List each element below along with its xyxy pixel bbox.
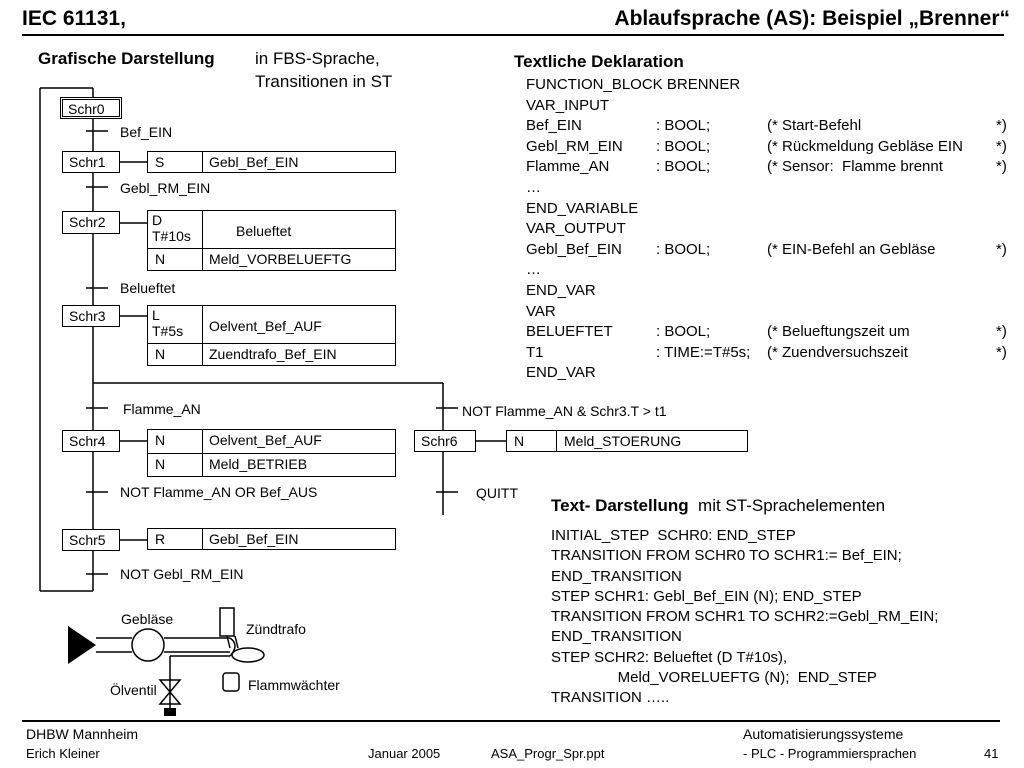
decl-cell: *) [996, 137, 1007, 155]
decl-cell: END_VAR [526, 364, 596, 382]
transition-bef-ein: Bef_EIN [120, 124, 173, 140]
decl-cell: (* Belueftungszeit um [767, 323, 910, 341]
footer-institution: DHBW Mannheim [26, 726, 139, 742]
decl-cell: *) [996, 323, 1007, 341]
decl-row [526, 260, 1016, 281]
st-line: TRANSITION FROM SCHR0 TO SCHR1:= Bef_EIN; [551, 547, 902, 565]
fan-icon [132, 629, 164, 661]
action-block-schr1: S Gebl_Bef_EIN [147, 151, 396, 173]
label-flammwaechter: Flammwächter [248, 677, 340, 693]
st-title: Text- Darstellung mit ST-Sprachelementen [551, 496, 886, 515]
decl-cell: END_VAR [526, 281, 596, 299]
igniter-icon [220, 608, 234, 636]
step-schr0[interactable]: Schr0 [60, 97, 122, 119]
graphic-subtitle-1: in FBS-Sprache, [255, 49, 380, 68]
decl-cell: *) [996, 158, 1007, 176]
decl-cell: END_VARIABLE [526, 199, 639, 217]
decl-row [526, 157, 1016, 178]
st-line: END_TRANSITION [551, 628, 682, 646]
decl-cell: : BOOL; [656, 158, 711, 176]
transition-not-flamme-an-or-bef-aus: NOT Flamme_AN OR Bef_AUS [120, 484, 318, 500]
slide-title: Ablaufsprache (AS): Beispiel „Brenner“ [614, 7, 1010, 30]
action-block-schr5: R Gebl_Bef_EIN [147, 528, 396, 550]
decl-cell: *) [996, 117, 1007, 135]
decl-cell: Bef_EIN [526, 117, 582, 135]
st-line: TRANSITION ….. [551, 689, 670, 707]
label-geblaese: Gebläse [121, 611, 174, 627]
step-schr3[interactable]: Schr3 [62, 305, 120, 327]
decl-row [526, 281, 1016, 302]
graphic-title: Grafische Darstellung [38, 49, 215, 68]
transition-stoerung: NOT Flamme_AN & Schr3.T > t1 [462, 403, 667, 419]
decl-cell: FUNCTION_BLOCK BRENNER [526, 76, 741, 93]
st-line: STEP SCHR2: Belueftet (D T#10s), [551, 648, 788, 666]
decl-cell: … [526, 178, 541, 196]
decl-cell: (* Zuendversuchszeit [767, 343, 908, 361]
decl-row [526, 219, 1016, 240]
decl-cell: … [526, 261, 541, 279]
decl-row [526, 116, 1016, 137]
decl-row [526, 343, 1016, 364]
transition-not-gebl-rm-ein: NOT Gebl_RM_EIN [120, 566, 244, 582]
decl-cell: Gebl_RM_EIN [526, 137, 623, 155]
label-oelventil: Ölventil [110, 682, 157, 698]
footer-date: Januar 2005 [368, 746, 441, 761]
action-block-schr3: L T#5s Oelvent_Bef_AUF N Zuendtrafo_Bef_EIN [147, 305, 396, 366]
transition-flamme-an: Flamme_AN [123, 401, 201, 417]
decl-cell: *) [996, 343, 1007, 361]
st-line: STEP SCHR1: Gebl_Bef_EIN (N); END_STEP [551, 587, 862, 605]
footer-course: Automatisierungssysteme [743, 726, 904, 742]
st-line: TRANSITION FROM SCHR1 TO SCHR2:=Gebl_RM_EIN; [551, 608, 939, 626]
decl-title: Textliche Deklaration [514, 52, 684, 71]
decl-table [526, 75, 1016, 384]
decl-cell: VAR_OUTPUT [526, 220, 626, 238]
action-block-schr4: N Oelvent_Bef_AUF N Meld_BETRIEB [147, 429, 396, 477]
decl-cell: Gebl_Bef_EIN [526, 240, 622, 258]
step-schr1[interactable]: Schr1 [62, 151, 120, 173]
action-block-schr6: N Meld_STOERUNG [506, 430, 748, 452]
footer-rule [22, 720, 1000, 722]
decl-cell: (* Rückmeldung Gebläse EIN [767, 137, 963, 155]
transition-gebl-rm-ein: Gebl_RM_EIN [120, 180, 211, 196]
header-left: IEC 61131, [22, 7, 126, 30]
decl-row [526, 302, 1016, 323]
decl-cell: : BOOL; [656, 240, 711, 258]
burner-sketch [60, 600, 400, 720]
decl-row [526, 75, 1016, 96]
step-schr4[interactable]: Schr4 [62, 430, 120, 452]
decl-row [526, 199, 1016, 220]
action-block-schr2: D T#10s Belueftet N Meld_VORBELUEFTG [147, 210, 396, 271]
footer-author: Erich Kleiner [26, 746, 100, 761]
decl-row [526, 96, 1016, 117]
label-zuendtrafo: Zündtrafo [246, 621, 306, 637]
decl-row [526, 240, 1016, 261]
footer-page-number: 41 [984, 746, 999, 761]
decl-cell: : BOOL; [656, 117, 711, 135]
decl-cell: VAR_INPUT [526, 96, 610, 114]
decl-row [526, 322, 1016, 343]
step-schr2[interactable]: Schr2 [62, 211, 120, 234]
decl-cell: T1 [526, 343, 544, 361]
flame-icon [232, 648, 264, 662]
st-line: Meld_VORELUEFTG (N); END_STEP [551, 669, 877, 687]
decl-cell: VAR [526, 302, 556, 320]
decl-row [526, 137, 1016, 158]
flame-sensor-icon [223, 673, 239, 691]
decl-cell: (* Sensor: Flamme brennt [767, 158, 943, 176]
air-inlet-arrow-icon [68, 626, 96, 664]
st-code [551, 526, 938, 709]
decl-cell: BELUEFTET [526, 323, 613, 341]
st-line: END_TRANSITION [551, 567, 682, 585]
decl-cell: : TIME:=T#5s; [656, 343, 751, 361]
transition-quitt: QUITT [476, 485, 518, 501]
decl-cell: (* EIN-Befehl an Gebläse [767, 240, 936, 258]
graphic-subtitle-2: Transitionen in ST [255, 72, 393, 91]
transition-belueftet: Belueftet [120, 280, 176, 296]
decl-cell: : BOOL; [656, 323, 711, 341]
st-line: INITIAL_STEP SCHR0: END_STEP [551, 527, 796, 544]
footer-topic: - PLC - Programmiersprachen [743, 746, 917, 761]
step-schr6[interactable]: Schr6 [414, 430, 476, 452]
decl-row [526, 363, 1016, 384]
decl-row [526, 178, 1016, 199]
decl-cell: (* Start-Befehl [767, 117, 862, 135]
decl-cell: *) [996, 240, 1007, 258]
footer-file: ASA_Progr_Spr.ppt [491, 746, 605, 761]
step-schr5[interactable]: Schr5 [62, 529, 120, 551]
decl-cell: Flamme_AN [526, 158, 610, 176]
decl-cell: : BOOL; [656, 137, 711, 155]
